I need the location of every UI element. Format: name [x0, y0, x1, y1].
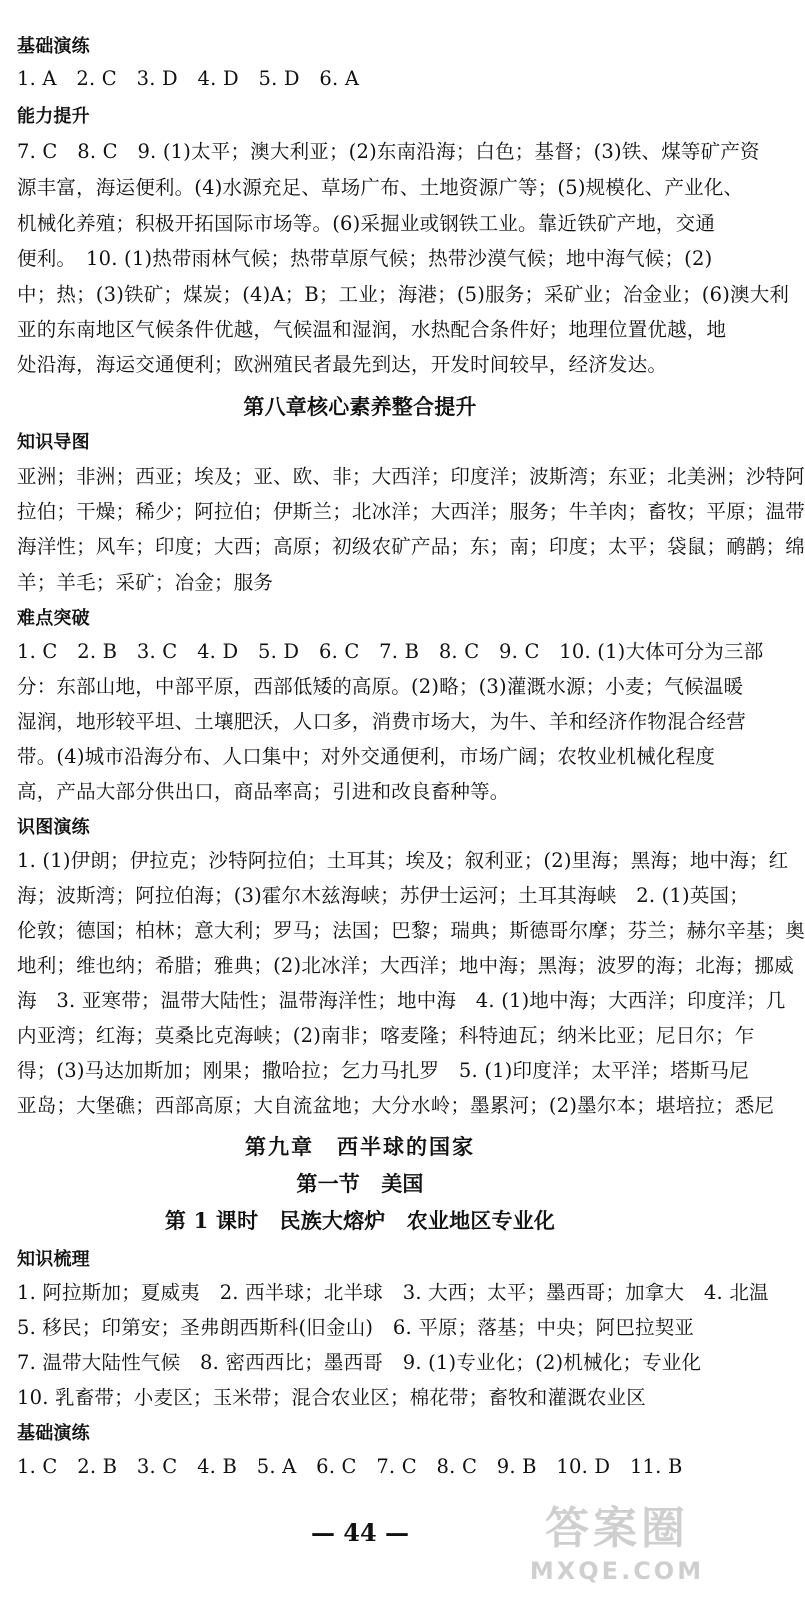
answer-line: 1. C 2. B 3. C 4. B 5. A 6. C 7. C 8. C 9. B 10. D 11. B: [17, 1455, 683, 1478]
section-label-difficulty: 难点突破: [17, 608, 90, 629]
answer-line: 1. (1)伊朗；伊拉克；沙特阿拉伯；土耳其；埃及；叙利亚；(2)里海；黑海；地中海；红: [17, 849, 789, 872]
answer-line: 海 3. 亚寒带；温带大陆性；温带海洋性；地中海 4. (1)地中海；大西洋；印度洋；几: [17, 989, 786, 1012]
answer-line: 源丰富，海运便利。(4)水源充足、草场广布、土地资源广等；(5)规模化、产业化、: [17, 176, 744, 199]
answer-line: 10. 乳畜带；小麦区；玉米带；混合农业区；棉花带；畜牧和灌溉农业区: [17, 1386, 647, 1409]
answer-line: 中；热；(3)铁矿；煤炭；(4)A；B；工业；海港；(5)服务；采矿业；冶金业；(6)澳大利: [17, 283, 790, 306]
answer-line: 处沿海，海运交通便利；欧洲殖民者最先到达，开发时间较早，经济发达。: [17, 353, 668, 376]
answer-line: 拉伯；干燥；稀少；阿拉伯；伊斯兰；北冰洋；大西洋；服务；牛羊肉；畜牧；平原；温带: [17, 500, 805, 523]
answer-line: 7. 温带大陆性气候 8. 密西西比；墨西哥 9. (1)专业化；(2)机械化；专业化: [17, 1351, 702, 1374]
answer-line: 亚岛；大堡礁；西部高原；大自流盆地；大分水岭；墨累河；(2)墨尔本；堪培拉；悉尼: [17, 1094, 775, 1117]
watermark-url: MXQE.COM: [529, 1557, 705, 1585]
answer-line: 海；波斯湾；阿拉伯海；(3)霍尔木兹海峡；苏伊士运河；土耳其海峡 2. (1)英国；: [17, 884, 749, 907]
answer-line: 得；(3)马达加斯加；刚果；撒哈拉；乞力马扎罗 5. (1)印度洋；太平洋；塔斯马尼: [17, 1059, 749, 1082]
answer-line: 伦敦；德国；柏林；意大利；罗马；法国；巴黎；瑞典；斯德哥尔摩；芬兰；赫尔辛基；奥: [17, 919, 805, 942]
answer-line: 5. 移民；印第安；圣弗朗西斯科(旧金山) 6. 平原；落基；中央；阿巴拉契亚: [17, 1316, 695, 1339]
answer-line: 1. A 2. C 3. D 4. D 5. D 6. A: [17, 67, 360, 90]
section-label-knowledge: 知识梳理: [17, 1249, 90, 1270]
answer-line: 内亚湾；红海；莫桑比克海峡；(2)南非；喀麦隆；科特迪瓦；纳米比亚；尼日尔；乍: [17, 1024, 755, 1047]
answer-line: 机械化养殖；积极开拓国际市场等。(6)采掘业或钢铁工业。靠近铁矿产地，交通: [17, 212, 716, 235]
answer-line: 地利；维也纳；希腊；雅典；(2)北冰洋；大西洋；地中海；黑海；波罗的海；北海；挪威: [17, 954, 794, 977]
answer-line: 高，产品大部分供出口，商品率高；引进和改良畜种等。: [17, 780, 510, 803]
answer-line: 海洋性；风车；印度；大西；高原；初级农矿产品；东；南；印度；太平；袋鼠；鸸鹋；绵: [17, 535, 805, 558]
answer-line: 羊；羊毛；采矿；冶金；服务: [17, 571, 274, 594]
answer-line: 1. 阿拉斯加；夏威夷 2. 西半球；北半球 3. 大西；太平；墨西哥；加拿大 4. 北温: [17, 1281, 769, 1304]
lesson-heading: 第 1 课时 民族大熔炉 农业地区专业化: [164, 1208, 556, 1233]
section-heading: 第一节 美国: [296, 1171, 424, 1196]
watermark-logo: [522, 1502, 712, 1594]
answer-line: 7. C 8. C 9. (1)太平；澳大利亚；(2)东南沿海；白色；基督；(3)铁、煤等矿产资: [17, 140, 760, 163]
answer-line: 亚的东南地区气候条件优越，气候温和湿润，水热配合条件好；地理位置优越，地: [17, 318, 727, 341]
section-label-map-drill: 识图演练: [17, 817, 90, 838]
answer-line: 带。(4)城市沿海分布、人口集中；对外交通便利，市场广阔；农牧业机械化程度: [17, 745, 716, 768]
section-label-basic: 基础演练: [17, 36, 90, 57]
chapter-nine-heading: 第九章 西半球的国家: [245, 1135, 475, 1159]
answer-line: 1. C 2. B 3. C 4. D 5. D 6. C 7. B 8. C 9. C 10. (1)大体可分为三部: [17, 640, 764, 663]
section-label-map: 知识导图: [17, 432, 90, 453]
answer-line: 分：东部山地，中部平原，西部低矮的高原。(2)略；(3)灌溉水源；小麦；气候温暖: [17, 675, 744, 698]
answer-line: 亚洲；非洲；西亚；埃及；亚、欧、非；大西洋；印度洋；波斯湾；东亚；北美洲；沙特阿: [17, 465, 805, 488]
page-number: — 44 —: [310, 1518, 410, 1547]
chapter-heading: 第八章核心素养整合提升: [243, 394, 477, 419]
answer-line: 便利。 10. (1)热带雨林气候；热带草原气候；热带沙漠气候；地中海气候；(2): [17, 247, 713, 270]
section-label-basic-2: 基础演练: [17, 1423, 90, 1444]
section-label-ability: 能力提升: [17, 106, 90, 127]
answer-line: 湿润，地形较平坦、土壤肥沃，人口多，消费市场大，为牛、羊和经济作物混合经营: [17, 710, 746, 733]
watermark-text: 答案圈: [545, 1503, 689, 1554]
